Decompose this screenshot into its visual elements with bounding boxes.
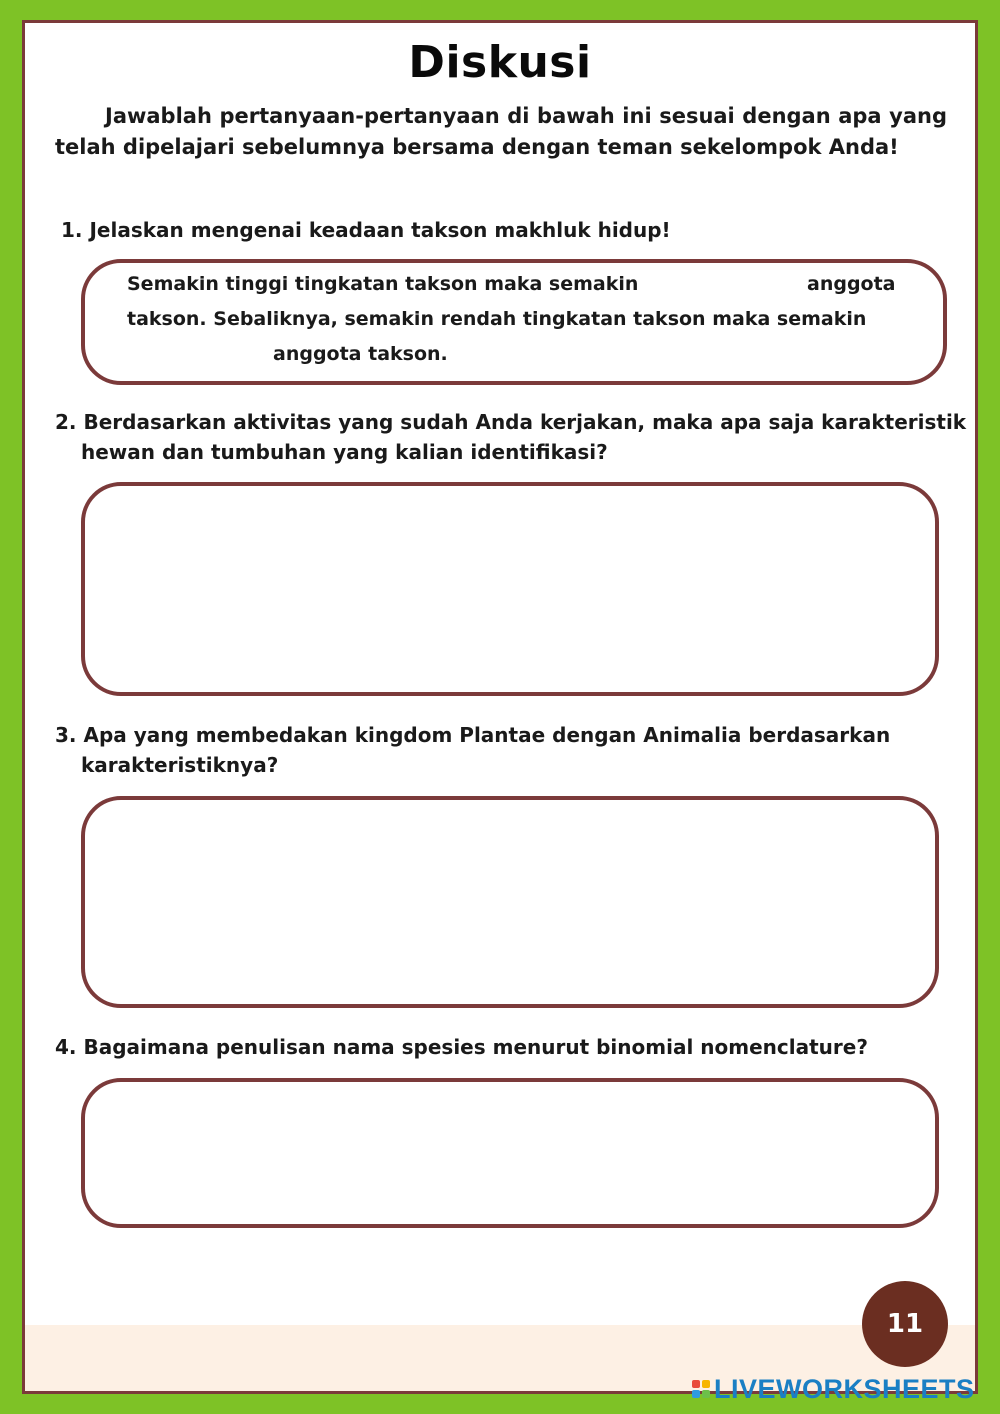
question-1-number: 1. — [61, 218, 83, 242]
question-2 — [55, 407, 975, 467]
question-1 — [61, 215, 671, 245]
question-4-number: 4. — [55, 1035, 77, 1059]
question-1-text: Jelaskan mengenai keadaan takson makhluk hidup! — [89, 218, 671, 242]
liveworksheets-logo-icon — [692, 1380, 710, 1398]
question-3-text-line1: Apa yang membedakan kingdom Plantae dengan Animalia berdasarkan — [83, 723, 891, 747]
blank-input-1[interactable] — [425, 271, 555, 298]
question-2-text-line1: Berdasarkan aktivitas yang sudah Anda kerjakan, maka apa saja karakteristik — [83, 410, 967, 434]
page-number-badge: 11 — [862, 1281, 948, 1367]
watermark-text: LIVEWORKSHEETS — [714, 1374, 975, 1404]
question-4 — [55, 1032, 868, 1062]
answer-box-2[interactable] — [81, 482, 939, 696]
answer-box-1 — [81, 259, 947, 385]
answer-box-3[interactable] — [81, 796, 939, 1008]
intro-paragraph: Jawablah pertanyaan-pertanyaan di bawah ini sesuai dengan apa yang telah dipelajari sebelumnya bersama dengan teman sekelompok Anda! — [55, 104, 947, 159]
answer-box-4[interactable] — [81, 1078, 939, 1228]
question-2-text-line2: hewan dan tumbuhan yang kalian identifikasi? — [81, 440, 608, 464]
liveworksheets-watermark — [692, 1374, 975, 1404]
question-3-text-line2: karakteristiknya? — [81, 753, 279, 777]
answer-1-part4: anggota takson. — [273, 343, 448, 365]
question-2-number: 2. — [55, 410, 77, 434]
question-3-number: 3. — [55, 723, 77, 747]
page-title: Diskusi — [408, 37, 592, 88]
question-3 — [55, 720, 975, 780]
answer-1-part2: anggota — [807, 273, 896, 295]
worksheet-page — [22, 20, 978, 1394]
answer-1-part1: Semakin tinggi tingkatan takson maka semakin — [127, 273, 639, 295]
question-4-text: Bagaimana penulisan nama spesies menurut binomial nomenclature? — [83, 1035, 868, 1059]
blank-input-2[interactable] — [125, 341, 265, 367]
answer-1-part3: takson. Sebaliknya, semakin rendah tingkatan takson maka semakin — [127, 308, 867, 330]
